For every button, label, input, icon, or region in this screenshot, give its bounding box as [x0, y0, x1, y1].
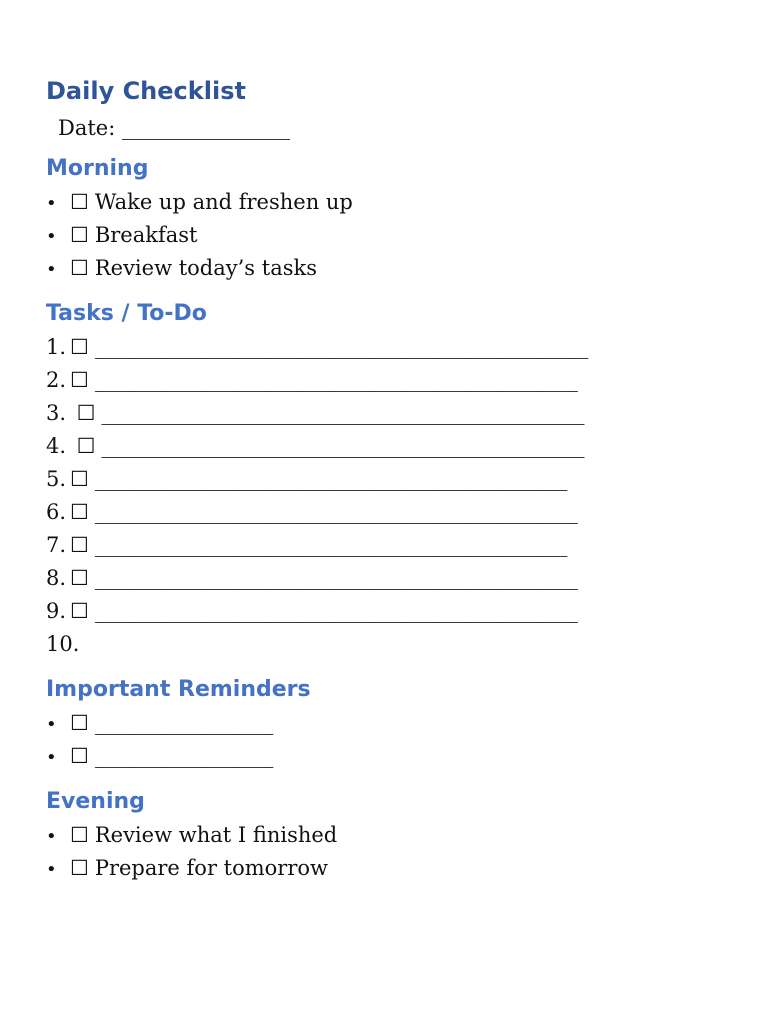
- section-heading-tasks: Tasks / To-Do: [46, 301, 207, 326]
- bullet-icon: •: [46, 714, 57, 735]
- task-number: 8.: [46, 566, 67, 590]
- checkbox-icon[interactable]: ☐: [70, 500, 89, 524]
- checkbox-icon[interactable]: ☐: [70, 856, 89, 880]
- section-heading-reminders: Important Reminders: [46, 677, 311, 702]
- section-heading-evening: Evening: [46, 789, 145, 814]
- reminder-blank-line: _________________: [94, 711, 274, 735]
- section-heading-morning: Morning: [46, 156, 149, 181]
- task-blank-line: ______________________________________________: [101, 401, 585, 425]
- checkbox-icon[interactable]: ☐: [70, 533, 89, 557]
- task-blank-line: ______________________________________________: [94, 368, 578, 392]
- tasks-list: [46, 331, 726, 661]
- checkbox-icon[interactable]: ☐: [70, 467, 89, 491]
- checkbox-icon[interactable]: ☐: [70, 434, 96, 458]
- item-text: Breakfast: [94, 223, 198, 247]
- checkbox-icon[interactable]: ☐: [70, 223, 89, 247]
- list-item: [46, 740, 726, 773]
- list-item: [46, 852, 726, 885]
- task-blank-line: _____________________________________________: [94, 467, 568, 491]
- checkbox-icon[interactable]: ☐: [70, 190, 89, 214]
- list-item: [46, 819, 726, 852]
- task-number: 2.: [46, 368, 67, 392]
- task-row: [46, 595, 726, 628]
- task-blank-line: _____________________________________________: [94, 533, 568, 557]
- list-item: [46, 252, 726, 285]
- task-number: 1.: [46, 335, 67, 359]
- checkbox-icon[interactable]: ☐: [70, 566, 89, 590]
- task-row: [46, 628, 726, 661]
- checkbox-icon[interactable]: ☐: [70, 401, 96, 425]
- task-row: [46, 529, 726, 562]
- bullet-icon: •: [46, 826, 57, 847]
- task-number: 10.: [46, 632, 80, 656]
- reminder-blank-line: _________________: [94, 744, 274, 768]
- checkbox-icon[interactable]: ☐: [70, 368, 89, 392]
- task-row: [46, 364, 726, 397]
- list-item: [46, 707, 726, 740]
- bullet-icon: •: [46, 259, 57, 280]
- task-number: 9.: [46, 599, 67, 623]
- task-blank-line: ______________________________________________: [94, 566, 578, 590]
- morning-list: [46, 186, 726, 285]
- task-row: [46, 496, 726, 529]
- checkbox-icon[interactable]: ☐: [70, 335, 89, 359]
- list-item: [46, 219, 726, 252]
- task-blank-line: ______________________________________________: [101, 434, 585, 458]
- bullet-icon: •: [46, 859, 57, 880]
- task-row: [46, 397, 726, 430]
- task-row: [46, 463, 726, 496]
- task-row: [46, 331, 726, 364]
- task-number: 4.: [46, 434, 67, 458]
- bullet-icon: •: [46, 747, 57, 768]
- task-number: 5.: [46, 467, 67, 491]
- reminders-list: [46, 707, 726, 773]
- checkbox-icon[interactable]: ☐: [70, 823, 89, 847]
- task-row: [46, 430, 726, 463]
- date-field: Date: ________________: [58, 116, 290, 140]
- task-number: 3.: [46, 401, 67, 425]
- checkbox-icon[interactable]: ☐: [70, 256, 89, 280]
- task-blank-line: ______________________________________________: [94, 599, 578, 623]
- checklist-page: [46, 72, 726, 897]
- list-item: [46, 186, 726, 219]
- bullet-icon: •: [46, 193, 57, 214]
- task-number: 6.: [46, 500, 67, 524]
- checkbox-icon[interactable]: ☐: [70, 744, 89, 768]
- item-text: Prepare for tomorrow: [94, 856, 328, 880]
- checkbox-icon[interactable]: ☐: [70, 599, 89, 623]
- page-title: Daily Checklist: [46, 77, 246, 105]
- bullet-icon: •: [46, 226, 57, 247]
- task-number: 7.: [46, 533, 67, 557]
- task-blank-line: _______________________________________________: [94, 335, 589, 359]
- task-blank-line: ______________________________________________: [94, 500, 578, 524]
- item-text: Review today’s tasks: [94, 256, 317, 280]
- evening-list: [46, 819, 726, 885]
- task-row: [46, 562, 726, 595]
- checkbox-icon[interactable]: ☐: [70, 711, 89, 735]
- item-text: Review what I finished: [94, 823, 338, 847]
- item-text: Wake up and freshen up: [94, 190, 353, 214]
